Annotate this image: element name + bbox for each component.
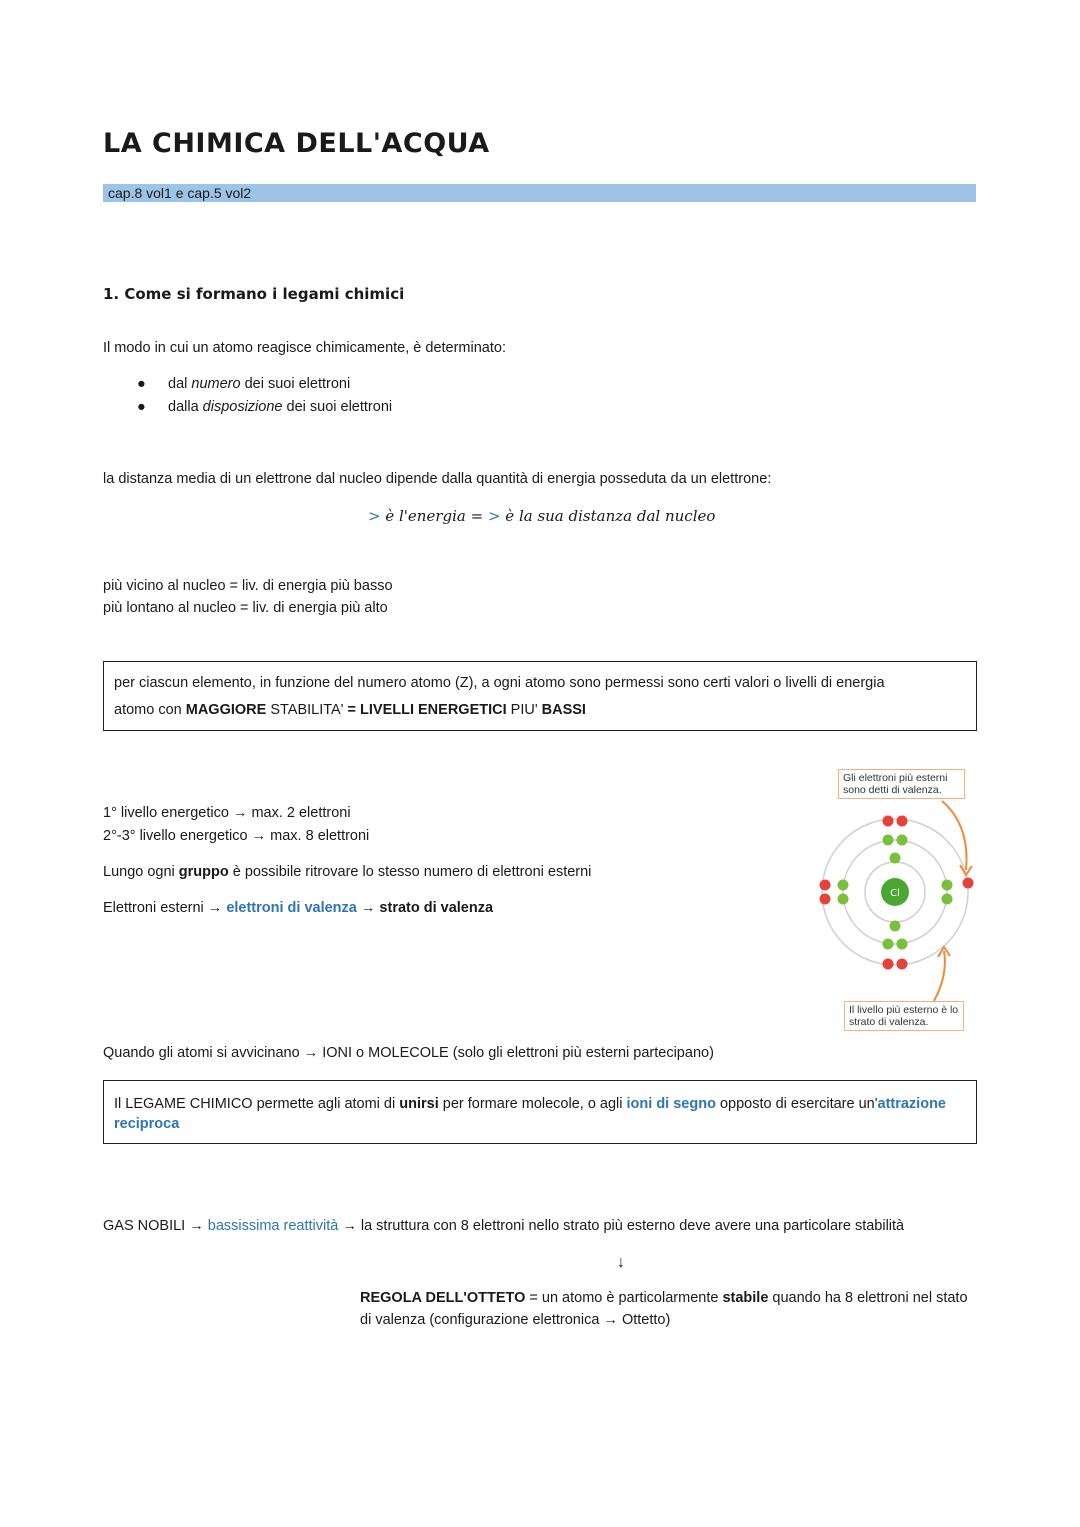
subtitle-bar	[103, 184, 976, 202]
octet-rule-line1: REGOLA DELL'OTTETO = un atomo è particolarmente stabile quando ha 8 elettroni nel stato	[360, 1290, 968, 1306]
electron	[897, 835, 908, 846]
box1-line1: per ciascun elemento, in funzione del numero atomo (Z), a ogni atomo sono permessi sono certi valori o livelli di energia	[114, 675, 885, 691]
subtitle: cap.8 vol1 e cap.5 vol2	[108, 185, 252, 201]
electron	[883, 939, 894, 950]
electron	[897, 939, 908, 950]
group-text: Lungo ogni gruppo è possibile ritrovare lo stesso numero di elettroni esterni	[103, 864, 592, 880]
electron	[942, 880, 953, 891]
callout-valence-electrons: Gli elettroni più esterni sono detti di valenza.	[838, 769, 965, 799]
electron	[890, 921, 901, 932]
level2-text: 2°-3° livello energetico → max. 8 elettroni	[103, 828, 370, 844]
valence-electron	[820, 894, 831, 905]
noble-gas-text: GAS NOBILI → bassissima reattività → la struttura con 8 elettroni nello strato più esterno deve avere una particolare stabilità	[103, 1218, 905, 1234]
valence-text: Elettroni esterni → elettroni di valenza → strato di valenza	[103, 900, 494, 916]
octet-rule-line2: di valenza (configurazione elettronica → Ottetto)	[360, 1312, 671, 1328]
section-heading: 1. Come si formano i legami chimici	[103, 285, 405, 303]
distance-text: la distanza media di un elettrone dal nucleo dipende dalla quantità di energia posseduta da un elettrone:	[103, 471, 772, 487]
valence-electron	[963, 878, 974, 889]
valence-electron	[820, 880, 831, 891]
far-nucleus-text: più lontano al nucleo = liv. di energia più alto	[103, 600, 388, 616]
arrow-to-shell	[934, 951, 945, 1001]
valence-electron	[897, 816, 908, 827]
nucleus-label: Cl	[890, 888, 900, 899]
approach-text: Quando gli atomi si avvicinano → IONI o MOLECOLE (solo gli elettroni più esterni partecipano)	[103, 1045, 714, 1061]
energy-levels-box	[103, 661, 977, 731]
bullet-icon: ●	[137, 376, 146, 392]
callout-valence-shell: Il livello più esterno è lo strato di valenza.	[844, 1001, 964, 1031]
electron	[838, 880, 849, 891]
valence-electron	[883, 816, 894, 827]
level1-text: 1° livello energetico → max. 2 elettroni	[103, 805, 351, 821]
chemical-bond-box	[103, 1080, 977, 1144]
bond-definition: Il LEGAME CHIMICO permette agli atomi di unirsi per formare molecole, o agli ioni di segno opposto di esercitare un'attrazione reciproca	[114, 1096, 946, 1132]
near-nucleus-text: più vicino al nucleo = liv. di energia più basso	[103, 578, 393, 594]
electron	[883, 835, 894, 846]
electron	[838, 894, 849, 905]
bullet-icon: ●	[137, 399, 146, 415]
valence-electron	[897, 959, 908, 970]
valence-electron	[883, 959, 894, 970]
electron	[890, 853, 901, 864]
box1-line2: atomo con MAGGIORE STABILITA' = LIVELLI ENERGETICI PIU' BASSI	[114, 702, 586, 718]
atom-diagram	[810, 765, 980, 1040]
energy-formula: > è l'energia = > è la sua distanza dal nucleo	[368, 507, 716, 525]
intro-text: Il modo in cui un atomo reagisce chimicamente, è determinato:	[103, 340, 506, 356]
page-title: LA CHIMICA DELL'ACQUA	[103, 128, 490, 159]
chlorine-atom-svg	[810, 765, 980, 1040]
arrow-to-valence	[942, 801, 967, 870]
down-arrow-icon: ↓	[617, 1254, 625, 1271]
electron	[942, 894, 953, 905]
